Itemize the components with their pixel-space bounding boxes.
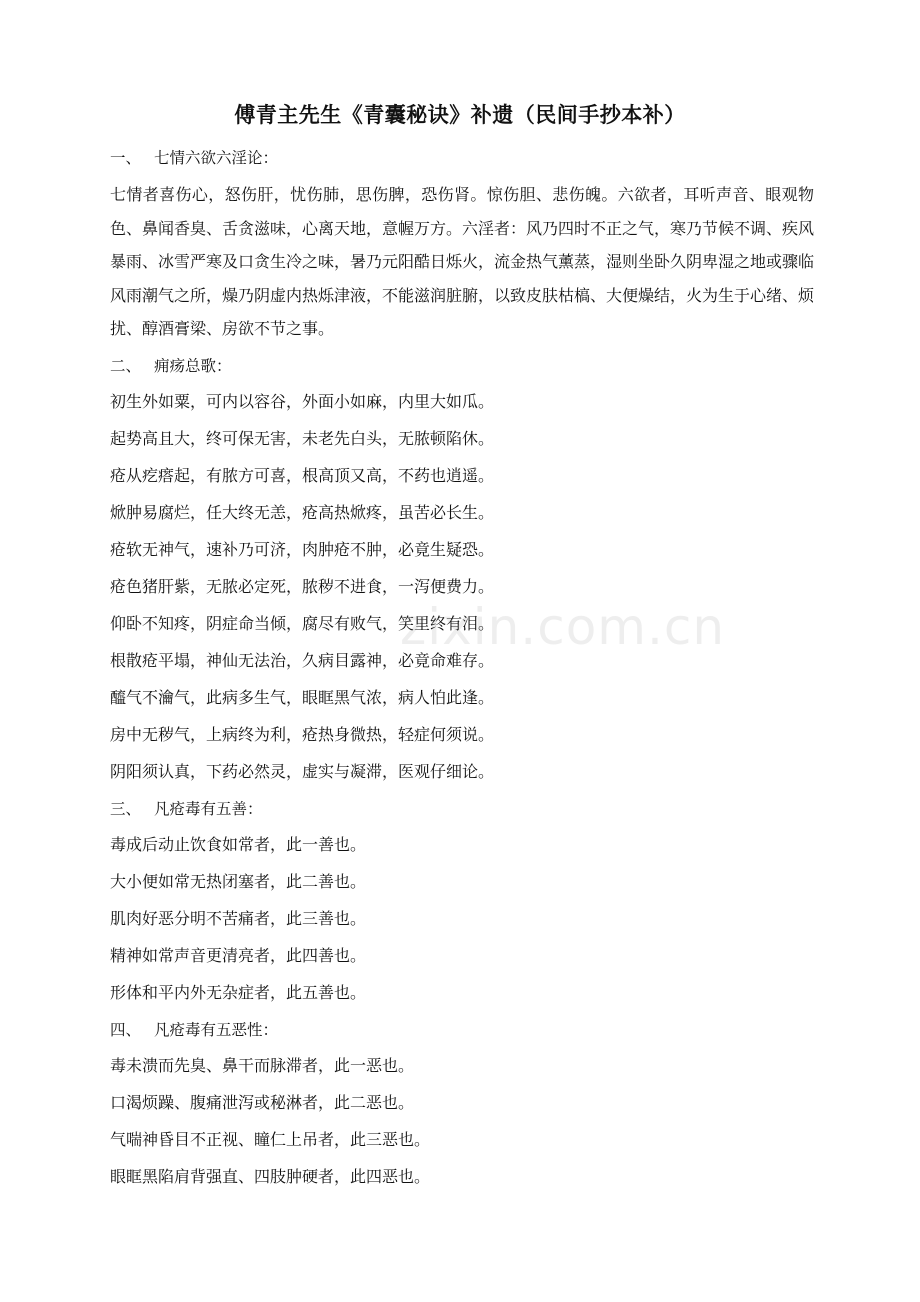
verse-line: 仰卧不知疼，阴症命当倾，腐尽有败气，笑里终有泪。 xyxy=(110,613,495,633)
verse-line: 阴阳须认真，下药必然灵，虚实与凝滞，医观仔细论。 xyxy=(110,761,495,781)
section-number: 三、 xyxy=(110,799,142,818)
section-heading-text: 凡疮毒有五善： xyxy=(154,799,263,818)
list-item: 毒成后动止饮食如常者，此一善也。 xyxy=(110,834,367,854)
section-heading xyxy=(110,146,814,170)
list-item: 毒未溃而先臭、鼻干而脉滞者，此一恶也。 xyxy=(110,1055,415,1075)
list-item: 眼眶黑陷肩背强直、四肢肿硬者，此四恶也。 xyxy=(110,1166,431,1186)
section-number: 四、 xyxy=(110,1020,142,1039)
list-item: 肌肉好恶分明不苦痛者，此三善也。 xyxy=(110,908,367,928)
section-heading xyxy=(110,797,814,821)
watermark: zixin.com.cn xyxy=(400,598,726,656)
verse-line: 疮软无神气，速补乃可济，肉肿疮不肿，必竟生疑恐。 xyxy=(110,539,495,559)
verse-line: 疮色猪肝紫，无脓必定死，脓秽不进食，一泻便费力。 xyxy=(110,576,495,596)
list-item: 口渴烦躁、腹痛泄泻或秘淋者，此二恶也。 xyxy=(110,1092,415,1112)
verse-line: 初生外如粟，可内以容谷，外面小如麻，内里大如瓜。 xyxy=(110,391,495,411)
verse-line: 房中无秽气，上病终为利，疮热身微热，轻症何须说。 xyxy=(110,724,495,744)
list-item: 大小便如常无热闭塞者，此二善也。 xyxy=(110,871,367,891)
section-heading xyxy=(110,1018,814,1042)
document-body xyxy=(110,146,814,1202)
verse-line: 起势高且大，终可保无害，未老先白头，无脓顿陷休。 xyxy=(110,428,495,448)
verse-line: 根散疮平塌，神仙无法治，久病目露神，必竟命难存。 xyxy=(110,650,495,670)
section-heading-text: 凡疮毒有五恶性： xyxy=(154,1020,279,1039)
verse-line: 疮从疙瘩起，有脓方可喜，根高顶又高，不药也逍遥。 xyxy=(110,465,495,485)
section-paragraph: 七情者喜伤心，怒伤肝，忧伤肺，思伤脾，恐伤肾。惊伤胆、悲伤魄。六欲者，耳听声音、眼观物色、鼻闻香臭、舌贪滋味，心离天地，意幄万方。六淫者：风乃四时不正之气，寒乃节候不调、疾风暴雨、冰雪严寒及口贪生冷之味，暑乃元阳酷日烁火，流金热气薰蒸，湿则坐卧久阴卑湿之地或骤临风雨潮气之所，燥乃阴虚内热烁津液，不能滋润脏腑，以致皮肤枯槁、大便燥结，火为生于心绪、烦扰、醇酒膏梁、房欲不节之事。 xyxy=(110,185,815,338)
section-number: 一、 xyxy=(110,149,142,167)
list-item: 形体和平内外无杂症者，此五善也。 xyxy=(110,982,367,1002)
list-item: 气喘神昏目不正视、瞳仁上吊者，此三恶也。 xyxy=(110,1129,431,1149)
section-heading xyxy=(110,354,814,378)
document-title: 傅青主先生《青囊秘诀》补遗（民间手抄本补） xyxy=(234,103,686,127)
verse-line: 醯气不瀹气，此病多生气，眼眶黑气浓，病人怕此逢。 xyxy=(110,687,495,707)
verse-line: 焮肿易腐烂，任大终无恙，疮高热焮疼，虽苦必长生。 xyxy=(110,502,495,522)
section-heading-text: 七情六欲六淫论： xyxy=(154,149,279,167)
section-number: 二、 xyxy=(110,356,142,375)
section-heading-text: 痈疡总歌： xyxy=(154,356,232,375)
list-item: 精神如常声音更清亮者，此四善也。 xyxy=(110,945,367,965)
